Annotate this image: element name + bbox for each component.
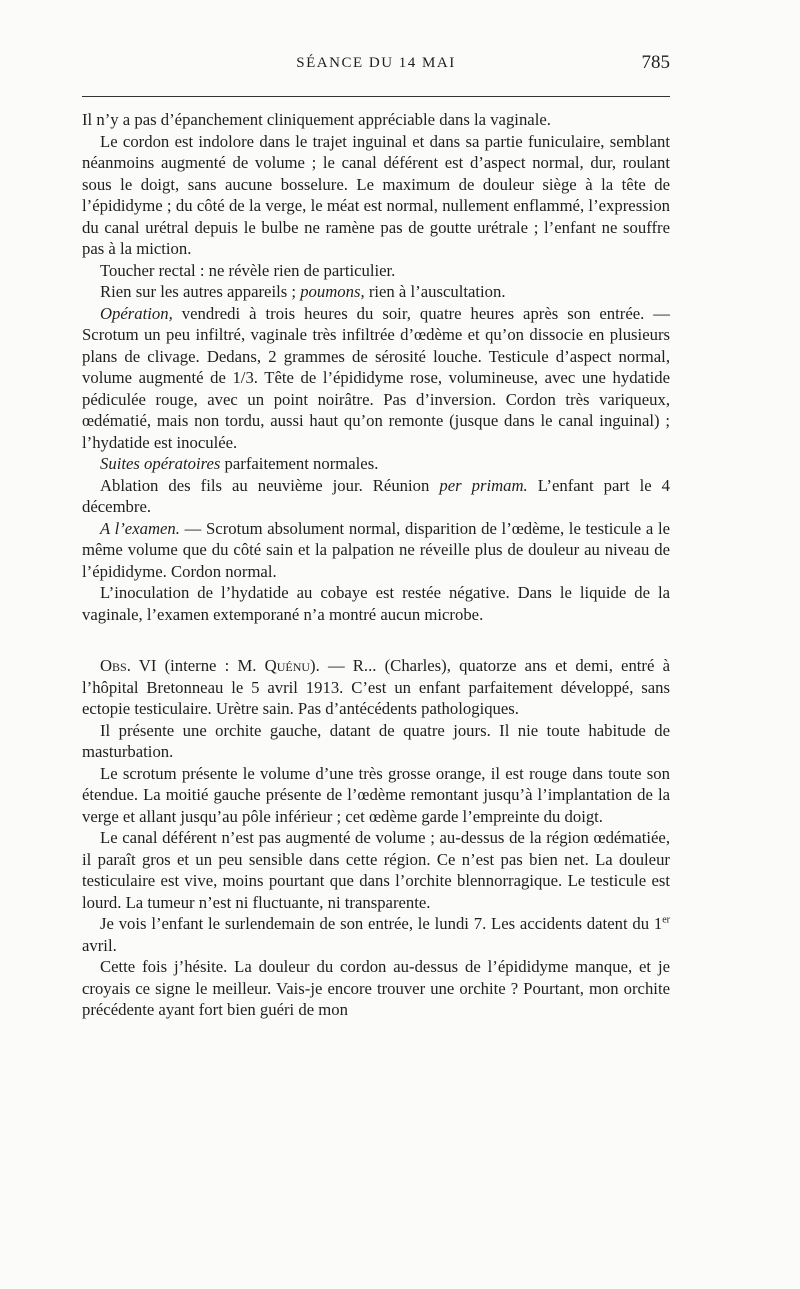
observation-label: Obs. VI (100, 656, 157, 675)
paragraph: Ablation des fils au neuvième jour. Réunion per primam. L’enfant part le 4 décembre. (82, 475, 671, 516)
paragraph: Rien sur les autres appareils ; poumons, rien à l’auscultation. (100, 282, 506, 301)
paragraph: Opération, vendredi à trois heures du soir, quatre heures après son entrée. — Scrotum un peu infiltré, vaginale très infiltrée d’œdème et qu’on dissocie en plusieurs plans de clivage. Dedans, 2 grammes de sérosité louche. Testicule d’aspect normal, volume augmenté de 1/3. Tête de l’épididyme rose, volumineuse, avec une hydatide pédiculée rouge, avec un point noirâtre. Pas d’inversion. Cordon très variqueux, œdématié, mais non tordu, aussi haut qu’on remonte (jusque dans le canal inguinal) ; l’hydatide est inoculée. (82, 303, 670, 452)
paragraph: Il présente une orchite gauche, datant de quatre jours. Il nie toute habitude de masturbation. (82, 720, 670, 761)
paragraph: Cette fois j’hésite. La douleur du cordon au-dessus de l’épididyme manque, et je croyais ce signe le meilleur. Vais-je encore trouver une orchite ? Pourtant, mon orchite précédente ayant fort bien guéri de mon (82, 957, 670, 1019)
section-gap (82, 625, 670, 655)
paragraph: L’inoculation de l’hydatide au cobaye est restée négative. Dans le liquide de la vaginale, l’examen extemporané n’a montré aucun microbe. (82, 583, 670, 624)
running-title: SÉANCE DU 14 MAI (296, 55, 456, 71)
page-number: 785 (641, 52, 670, 73)
paragraph: Le cordon est indolore dans le trajet inguinal et dans sa partie funiculaire, semblant néanmoins augmenté de volume ; le canal déférent est d’aspect normal, dur, roulant sous le doigt, sans aucune bosselure. Le maximum de douleur siège à la tête de l’épididyme ; du côté de la verge, le méat est normal, nullement enflammé, l’expression du canal urétral depuis le bulbe ne ramène pas de goutte urétrale ; l’enfant ne souffre pas à la miction. (82, 131, 670, 258)
paragraph: Le canal déférent n’est pas augmenté de volume ; au-dessus de la région œdématiée, il paraît gros et un peu sensible dans cette région. Ce n’est pas bien net. La douleur testiculaire est vive, moins pourtant que dans l’orchite blennorragique. Le testicule est lourd. La tumeur n’est ni fluctuante, ni transparente. (82, 828, 670, 912)
paragraph: Je vois l’enfant le surlendemain de son entrée, le lundi 7. Les accidents datent du 1er avril. (82, 914, 670, 955)
intern-name: Quénu (264, 656, 311, 675)
observation-heading-paragraph: Obs. VI (interne : M. Quénu). — R... (Charles), quatorze ans et demi, entré à l’hôpital Bretonneau le 5 avril 1913. C’est un enfant parfaitement développé, sans ectopie testiculaire. Urètre sain. Pas d’antécédents pathologiques. (82, 656, 670, 718)
paragraph: Il n’y a pas d’épanchement cliniquement appréciable dans la vaginale. (82, 110, 551, 129)
header-rule (82, 96, 670, 97)
paragraph: Suites opératoires parfaitement normales. (100, 454, 379, 473)
paragraph: A l’examen. — Scrotum absolument normal, disparition de l’œdème, le testicule a le même volume que du côté sain et la palpation ne réveille plus de douleur au niveau de l’épididyme. Cordon normal. (82, 518, 671, 581)
main-text (82, 109, 670, 1021)
paragraph: Le scrotum présente le volume d’une très grosse orange, il est rouge dans toute son étendue. La moitié gauche présente de l’œdème remontant jusqu’à l’implantation de la verge et allant jusqu’au pôle inférieur ; cet œdème garde l’empreinte du doigt. (82, 763, 670, 826)
paragraph: Toucher rectal : ne révèle rien de particulier. (100, 260, 396, 280)
running-head (82, 52, 670, 78)
